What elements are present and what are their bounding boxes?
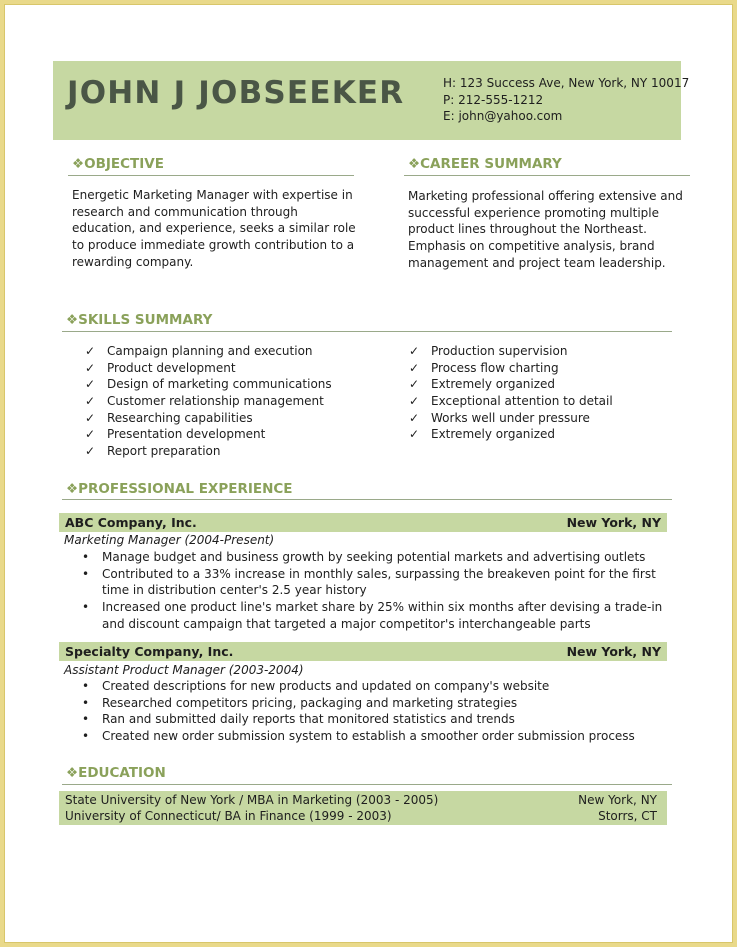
skill-item: ✓ Production supervision [409,344,568,358]
bullet-icon: • [82,712,90,727]
contact-email: E: john@yahoo.com [443,109,563,124]
degree-location: New York, NY [578,793,657,807]
bullet-icon: • [82,600,90,615]
skill-item: ✓ Extremely organized [409,377,556,392]
degree-location: Storrs, CT [598,809,657,823]
experience-heading: ❖PROFESSIONAL EXPERIENCE [66,481,293,497]
job-title: Marketing Manager (2004-Present) [64,533,275,547]
education-divider [62,784,672,785]
job-title: Assistant Product Manager (2003-2004) [64,663,304,677]
career-summary-divider [404,175,690,176]
header-band [53,61,690,140]
applicant-name: JOHN J JOBSEEKER [67,75,405,111]
job-header-bar [59,513,667,532]
skill-item: ✓ Presentation development [85,427,266,442]
education-table [59,791,667,825]
job-header-bar [59,642,667,661]
list-item: • Increased one product line's market share by 25% within six months after devising a trade-in and discount campaign that targeted a major competitor's interchangeable parts [82,600,663,631]
contact-info [443,75,689,125]
list-item: • Contributed to a 33% increase in monthly sales, surpassing the breakeven point for the first time in distribution center's 2.5 year history [82,566,656,598]
list-item: • Ran and submitted daily reports that monitored statistics and trends [82,712,515,727]
list-item: • Researched competitors pricing, packaging and marketing strategies [82,695,518,710]
bullet-icon: • [82,679,90,693]
job-location: New York, NY [566,515,661,530]
contact-address: H: 123 Success Ave, New York, NY 10017 [443,76,690,90]
skill-item: ✓ Researching capabilities [85,410,253,425]
check-icon: ✓ [409,394,420,409]
skill-item: ✓ Works well under pressure [409,410,590,425]
skill-item: ✓ Exceptional attention to detail [409,394,613,409]
skill-item: ✓ Report preparation [85,444,221,459]
check-icon: ✓ [409,377,420,392]
bullet-icon: • [82,729,90,744]
skills-divider [62,331,672,332]
objective-text: Energetic Marketing Manager with expertise in research and communication through education, and experience, seeks a similar role to produce immediate growth contribution to a rewarding company. [72,188,356,269]
list-item: • Manage budget and business growth by seeking potential markets and advertising outlets [82,550,646,564]
check-icon: ✓ [85,427,96,442]
job-bullets [80,678,670,745]
education-row [65,808,667,825]
check-icon: ✓ [85,394,96,409]
skill-item: ✓ Product development [85,360,236,375]
job-company: ABC Company, Inc. [65,515,197,530]
job-location: New York, NY [566,644,661,659]
list-item: • Created new order submission system to establish a smoother order submission process [82,729,635,744]
objective-heading: ❖OBJECTIVE [72,156,164,172]
list-item: • Created descriptions for new products and updated on company's website [82,679,550,693]
skills-heading: ❖SKILLS SUMMARY [66,312,213,328]
degree-text: University of Connecticut/ BA in Finance (1999 - 2003) [65,809,392,823]
job-bullets [80,549,670,633]
contact-phone: P: 212-555-1212 [443,92,544,107]
skill-item: ✓ Campaign planning and execution [85,344,313,358]
skill-item: ✓ Extremely organized [409,427,556,442]
objective-divider [68,175,354,176]
check-icon: ✓ [409,344,420,358]
experience-divider [62,499,672,500]
check-icon: ✓ [409,427,420,442]
check-icon: ✓ [85,360,96,375]
degree-text: State University of New York / MBA in Marketing (2003 - 2005) [65,793,439,807]
check-icon: ✓ [85,344,96,358]
bullet-icon: • [82,695,90,710]
check-icon: ✓ [409,410,420,425]
skills-list-left [85,343,332,460]
check-icon: ✓ [409,360,420,375]
check-icon: ✓ [85,377,96,392]
career-summary-heading: ❖CAREER SUMMARY [408,156,562,172]
education-row [65,792,667,809]
bullet-icon: • [82,550,90,564]
skills-list-right [409,343,613,443]
skill-item: ✓ Process flow charting [409,360,559,375]
education-heading: ❖EDUCATION [66,765,166,781]
skill-item: ✓ Customer relationship management [85,394,324,409]
check-icon: ✓ [85,444,96,459]
check-icon: ✓ [85,410,96,425]
skill-item: ✓ Design of marketing communications [85,377,332,392]
job-company: Specialty Company, Inc. [65,644,234,659]
bullet-icon: • [82,566,90,581]
career-summary-text: Marketing professional offering extensive and successful experience promoting multiple product lines throughout the Northeast. Emphasis on competitive analysis, brand management and project team leadership. [408,189,683,270]
